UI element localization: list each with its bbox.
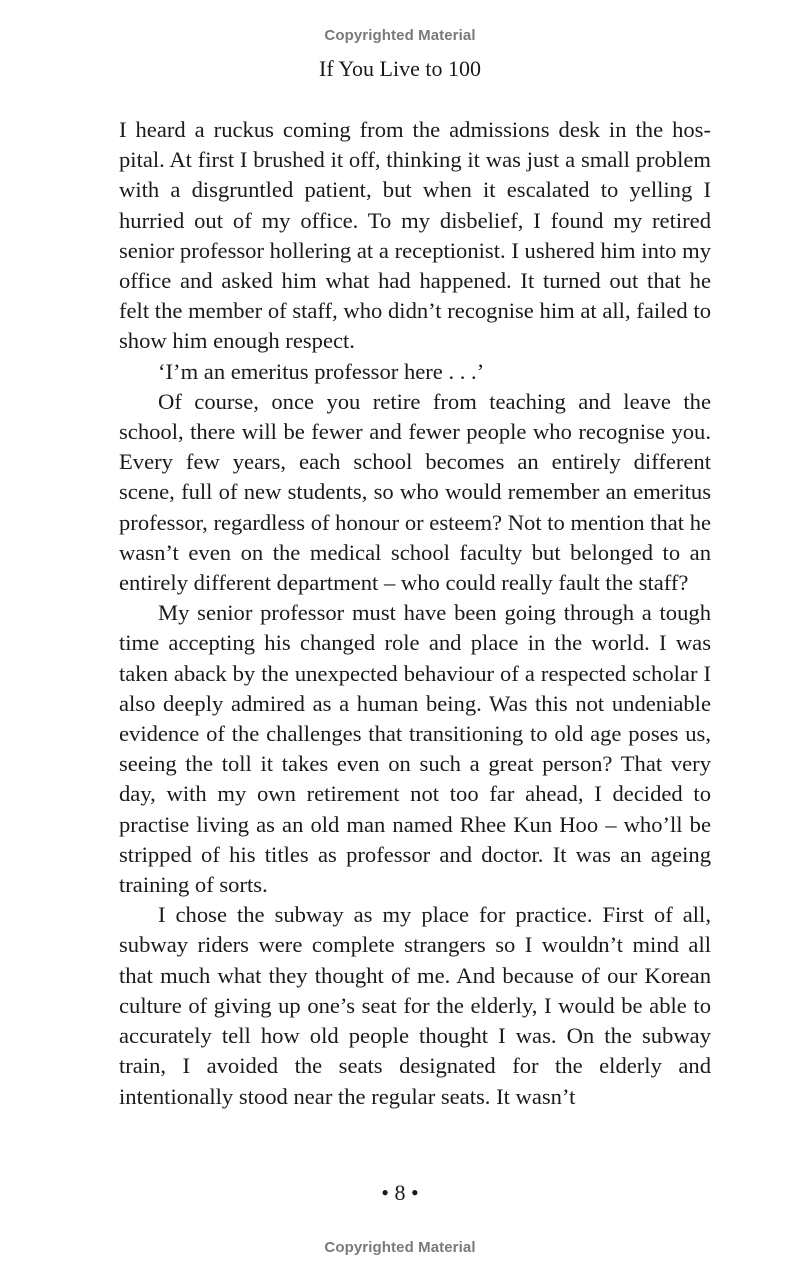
paragraph-1: I heard a ruckus coming from the admissions desk in the hospital. At first I brushed it off, thinking it was just a small problem with a disgruntled patient, but when it escalated to yelling I hurried out of my office. To my disbelief, I found my retired senior professor hollering at a receptionist. I ushered him into my office and asked him what had happened. It turned out that he felt the member of staff, who didn’t recognise him at all, failed to show him enough respect.	[119, 117, 711, 354]
copyright-watermark-bottom: Copyrighted Material	[324, 1239, 476, 1256]
page-number: • 8 •	[381, 1180, 419, 1205]
paragraph-4: My senior professor must have been going through a tough time accepting his changed role and place in the world. I was taken aback by the unexpected behaviour of a respected scholar I also deeply admired as a human being. Was this not undeniable evidence of the challenges that transitioning to old age poses us, seeing the toll it takes even on such a great person? That very day, with my own retirement not too far ahead, I decided to practise living as an old man named Rhee Kun Hoo – who’ll be stripped of his titles as professor and doctor. It was an ageing training of sorts.	[119, 600, 711, 898]
copyright-watermark-top: Copyrighted Material	[324, 27, 476, 44]
body-text	[119, 115, 711, 1112]
paragraph-2: ‘I’m an emeritus professor here . . .’	[158, 358, 485, 384]
paragraph-3: Of course, once you retire from teaching and leave the school, there will be fewer and fewer people who recognise you. Every few years, each school becomes an entirely different scene, full of new students, so who would remember an emeritus professor, regardless of honour or esteem? Not to mention that he wasn’t even on the medical school faculty but belonged to an entirely different department – who could really fault the staff?	[119, 388, 712, 596]
paragraph-5: I chose the subway as my place for practice. First of all, subway riders were complete strangers so I wouldn’t mind all that much what they thought of me. And because of our Korean culture of giving up one’s seat for the elderly, I would be able to accurately tell how old people thought I was. On the subway train, I avoided the seats designated for the elderly and intentionally stood near the regular seats. It wasn’t	[119, 902, 711, 1109]
running-head: If You Live to 100	[319, 56, 481, 81]
